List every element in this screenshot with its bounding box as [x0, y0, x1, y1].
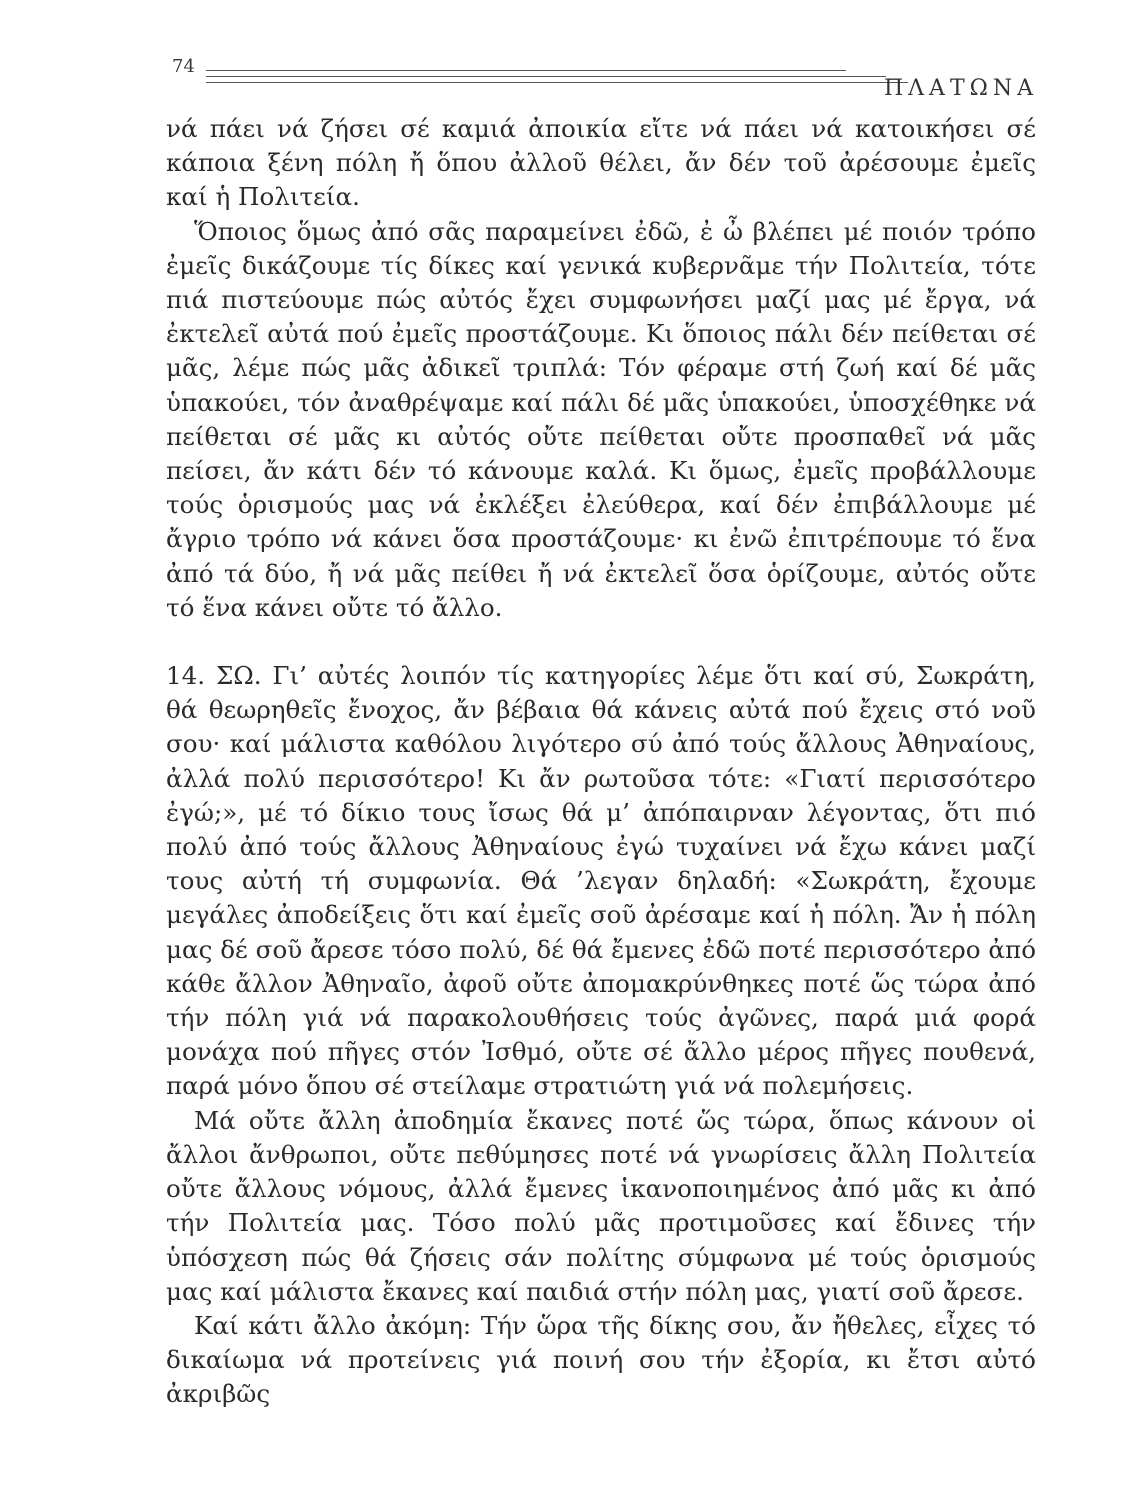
section-14-paragraph: 14. ΣΩ. Γι’ αὐτές λοιπόν τίς κατηγορίες λέμε ὅτι καί σύ, Σωκράτη, θά θεωρηθεῖς ἔνοχος, ἄν βέβαια θά κάνεις αὐτά πού ἔχεις στό νοῦ σου· καί μάλιστα καθόλου λιγότερο σύ ἀπό τούς ἄλλους Ἀθηναίους, ἀλλά πολύ περισσότερο! Κι ἄν ρωτοῦσα τότε: «Γιατί περισσότερο ἐγώ;», μέ τό δίκιο τους ἴσως θά μ’ ἀπόπαιρναν λέγοντας, ὅτι πιό πολύ ἀπό τούς ἄλλους Ἀθηναίους ἐγώ τυχαίνει νά ἔχω κάνει μαζί τους αὐτή τή συμφωνία. Θά ’λεγαν δηλαδή: «Σωκράτη, ἔχουμε μεγάλες ἀποδείξεις ὅτι καί ἐμεῖς σοῦ ἀρέσαμε καί ἡ πόλη. Ἄν ἡ πόλη μας δέ σοῦ ἄρεσε τόσο πολύ, δέ θά ἔμενες ἐδῶ ποτέ περισσότερο ἀπό κάθε ἄλλον Ἀθηναῖο, ἀφοῦ οὔτε ἀπομακρύνθηκες ποτέ ὥς τώρα ἀπό τήν πόλη γιά νά παρακολουθήσεις τούς ἀγῶνες, παρά μιά φορά μονάχα πού πῆγες στόν Ἰσθμό, οὔτε σέ ἄλλο μέρος πῆγες πουθενά, παρά μόνο ὅπου σέ στείλαμε στρατιώτη γιά νά πολεμήσεις.	[166, 661, 1036, 1101]
body-text	[166, 112, 1036, 1412]
paragraph: Μά οὔτε ἄλλη ἀποδημία ἔκανες ποτέ ὥς τώρα, ὅπως κάνουν οἱ ἄλλοι ἄνθρωποι, οὔτε πεθύμησες ποτέ νά γνωρίσεις ἄλλη Πολιτεία οὔτε ἄλλους νόμους, ἀλλά ἔμενες ἱκανοποιημένος ἀπό μᾶς κι ἀπό τήν Πολιτεία μας. Τόσο πολύ μᾶς προτιμοῦσες καί ἔδινες τήν ὑπόσχεση πώς θά ζήσεις σάν πολίτης σύμφωνα μέ τούς ὁρισμούς μας καί μάλιστα ἔκανες καί παιδιά στήν πόλη μας, γιατί σοῦ ἄρεσε.	[166, 1105, 1036, 1306]
paragraph: Καί κάτι ἄλλο ἀκόμη: Τήν ὥρα τῆς δίκης σου, ἄν ἤθελες, εἶχες τό δικαίωμα νά προτείνεις γιά ποινή σου τήν ἐξορία, κι ἔτσι αὐτό ἀκριβῶς	[166, 1310, 1036, 1409]
paragraph: νά πάει νά ζήσει σέ καμιά ἀποικία εἴτε νά πάει νά κατοικήσει σέ κάποια ξένη πόλη ἤ ὅπου ἀλλοῦ θέλει, ἄν δέν τοῦ ἀρέσουμε ἐμεῖς καί ἡ Πολιτεία.	[166, 114, 1036, 212]
header-rule	[206, 70, 846, 71]
paragraph: Ὅποιος ὅμως ἀπό σᾶς παραμείνει ἐδῶ, ἐ ὦ βλέπει μέ ποιόν τρόπο ἐμεῖς δικάζουμε τίς δίκες καί γενικά κυβερνᾶμε τήν Πολιτεία, τότε πιά πιστεύουμε πώς αὐτός ἔχει συμφωνήσει μαζί μας μέ ἔργα, νά ἐκτελεῖ αὐτά πού ἐμεῖς προστάζουμε. Κι ὅποιος πάλι δέν πείθεται σέ μᾶς, λέμε πώς μᾶς ἀδικεῖ τριπλά: Τόν φέραμε στή ζωή καί δέ μᾶς ὑπακούει, τόν ἀναθρέψαμε καί πάλι δέ μᾶς ὑπακούει, ὑποσχέθηκε νά πείθεται σέ μᾶς κι αὐτός οὔτε πείθεται οὔτε προσπαθεῖ νά μᾶς πείσει, ἄν κάτι δέν τό κάνουμε καλά. Κι ὅμως, ἐμεῖς προβάλλουμε τούς ὁρισμούς μας νά ἐκλέξει ἐλεύθερα, καί δέν ἐπιβάλλουμε μέ ἄγριο τρόπο νά κάνει ὅσα προστάζουμε· κι ἐνῶ ἐπιτρέπουμε τό ἕνα ἀπό τά δύο, ἤ νά μᾶς πείθει ἤ νά ἐκτελεῖ ὅσα ὁρίζουμε, αὐτός οὔτε τό ἕνα κάνει οὔτε τό ἄλλο.	[166, 216, 1036, 622]
header-rule	[206, 76, 886, 77]
header-rule	[206, 82, 908, 83]
page-header	[170, 52, 1038, 102]
page-number: 74	[172, 56, 195, 77]
running-head: ΠΛΑΤΩΝΑ	[883, 76, 1038, 101]
